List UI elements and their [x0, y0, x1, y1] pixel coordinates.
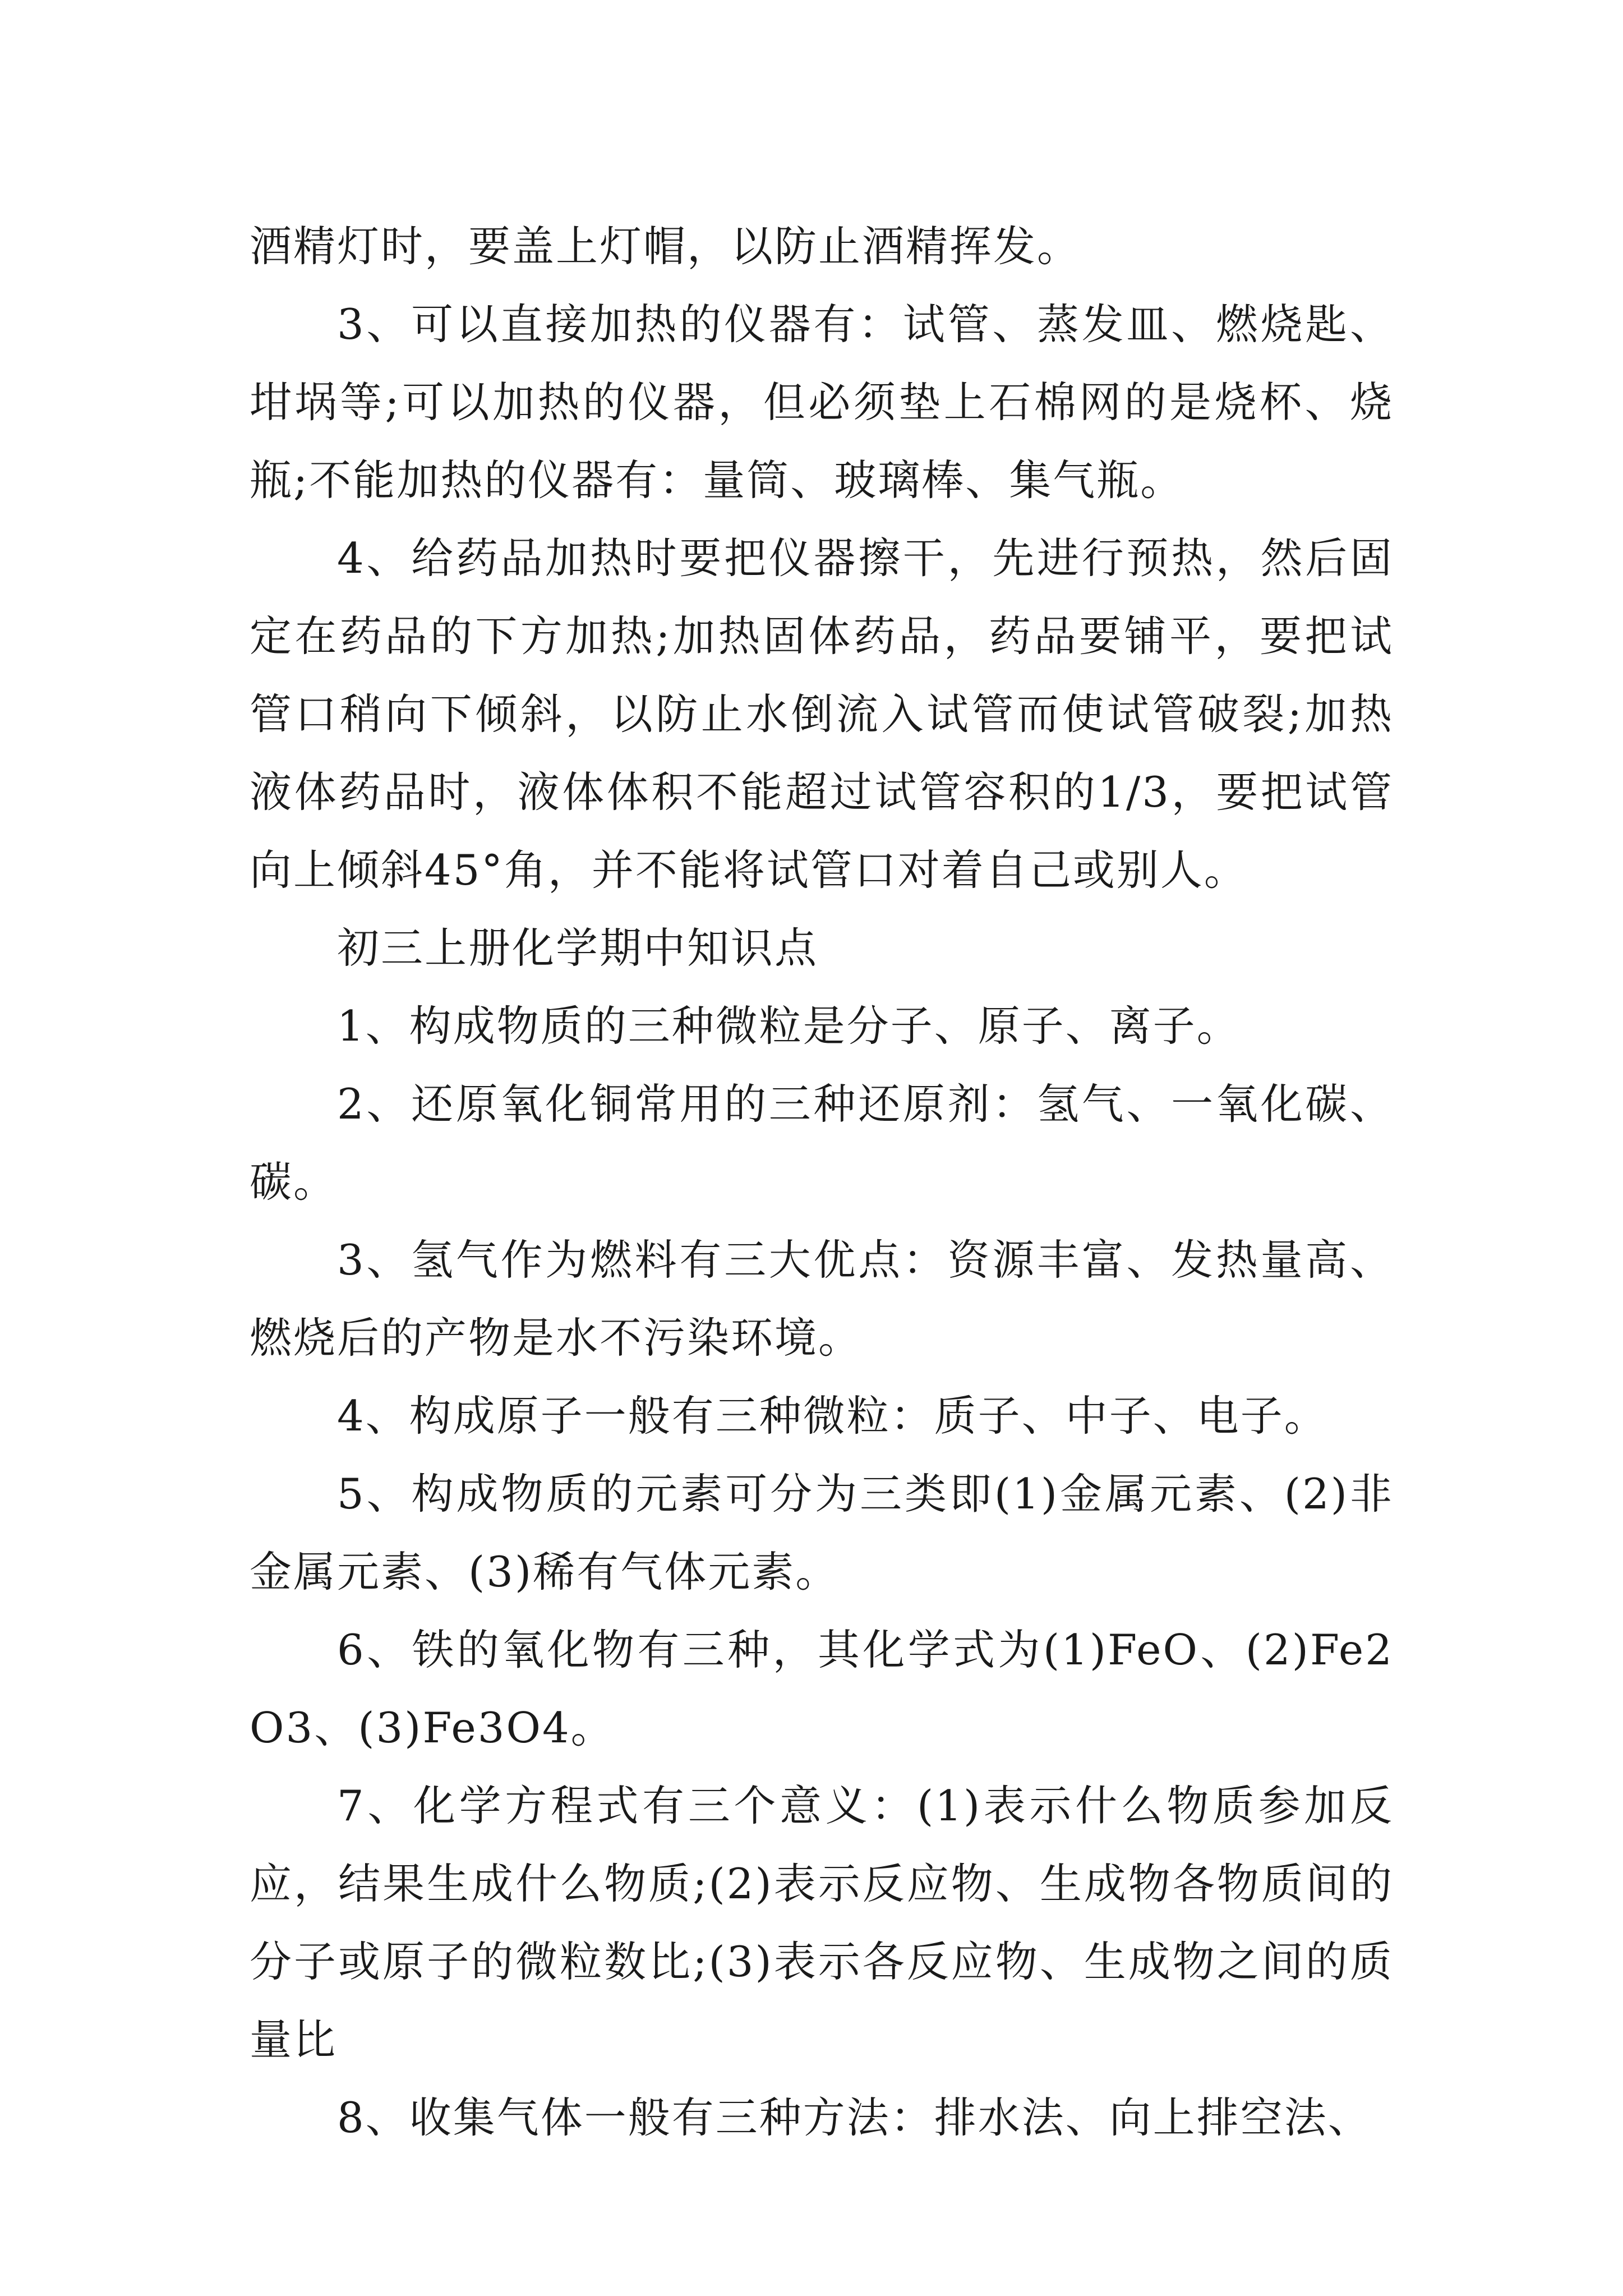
paragraph: 3、可以直接加热的仪器有：试管、蒸发皿、燃烧匙、坩埚等;可以加热的仪器，但必须垫上石棉网的是烧杯、烧瓶;不能加热的仪器有：量筒、玻璃棒、集气瓶。 [250, 300, 1394, 505]
paragraph: 2、还原氧化铜常用的三种还原剂：氢气、一氧化碳、碳。 [250, 1079, 1394, 1207]
document-body [250, 208, 1394, 2157]
paragraph: 5、构成物质的元素可分为三类即(1)金属元素、(2)非金属元素、(3)稀有气体元素。 [250, 1469, 1394, 1596]
paragraph: 1、构成物质的三种微粒是分子、原子、离子。 [337, 1001, 1241, 1051]
paragraph: 4、给药品加热时要把仪器擦干，先进行预热，然后固定在药品的下方加热;加热固体药品，药品要铺平，要把试管口稍向下倾斜，以防止水倒流入试管而使试管破裂;加热液体药品时，液体体积不能超过试管容积的1/3，要把试管向上倾斜45°角，并不能将试管口对着自己或别人。 [250, 533, 1394, 895]
paragraph: 3、氢气作为燃料有三大优点：资源丰富、发热量高、燃烧后的产物是水不污染环境。 [250, 1235, 1394, 1363]
paragraph: 6、铁的氧化物有三种，其化学式为(1)FeO、(2)Fe2O3、(3)Fe3O4。 [250, 1625, 1394, 1752]
paragraph: 8、收集气体一般有三种方法：排水法、向上排空法、 [337, 2093, 1372, 2142]
paragraph: 7、化学方程式有三个意义：(1)表示什么物质参加反应，结果生成什么物质;(2)表示反应物、生成物各物质间的分子或原子的微粒数比;(3)表示各反应物、生成物之间的质量比 [250, 1781, 1394, 2064]
section-heading: 初三上册化学期中知识点 [337, 923, 819, 973]
paragraph: 酒精灯时，要盖上灯帽，以防止酒精挥发。 [250, 222, 1081, 271]
paragraph: 4、构成原子一般有三种微粒：质子、中子、电子。 [337, 1391, 1328, 1441]
